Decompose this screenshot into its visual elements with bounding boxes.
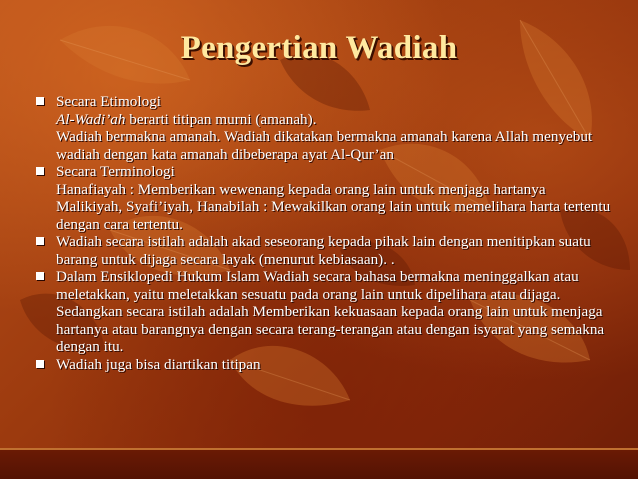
list-item-text: Wadiah juga bisa diartikan titipan bbox=[56, 355, 261, 373]
subtext-body: berarti titipan murni (amanah). bbox=[125, 110, 317, 128]
list-item-subtext: Wadiah bermakna amanah. Wadiah dikatakan bermakna amanah karena Allah menyebut wadiah dengan kata amanah dibeberapa ayat Al-Qur’an bbox=[56, 128, 593, 163]
square-bullet-icon bbox=[36, 272, 44, 280]
list-item bbox=[36, 233, 626, 268]
italic-term: Al-Wadi’ah bbox=[56, 110, 126, 128]
list-item bbox=[36, 163, 626, 233]
bullet-list bbox=[36, 93, 626, 373]
list-item-subtext: Malikiyah, Syafi’iyah, Hanabilah : Mewakilkan orang lain untuk memelihara harta tertentu dengan cara tertentu. bbox=[56, 198, 611, 233]
slide-title: Pengertian Wadiah bbox=[180, 30, 458, 66]
list-item bbox=[36, 93, 626, 163]
list-item-text: Secara Terminologi bbox=[56, 163, 175, 180]
list-item-text: Dalam Ensiklopedi Hukum Islam Wadiah secara bahasa bermakna meninggalkan atau meletakkan, yaitu meletakkan sesuatu pada orang lain untuk dipelihara atau dijaga. Sedangkan secara istilah adalah Memberikan kekuasaan kepada orang lain untuk menjaga hartanya atau barangnya dengan secara terang-terangan atau dengan isyarat yang semakna dengan itu. bbox=[56, 268, 605, 355]
list-item bbox=[36, 356, 626, 374]
list-item-subtext bbox=[56, 111, 626, 129]
list-item-text: Wadiah secara istilah adalah akad seseorang kepada pihak lain dengan menitipkan suatu barang untuk dijaga secara layak (menurut kebiasaan). . bbox=[56, 233, 591, 268]
square-bullet-icon bbox=[36, 97, 44, 105]
square-bullet-icon bbox=[36, 237, 44, 245]
list-item-text: Secara Etimologi bbox=[56, 93, 162, 110]
square-bullet-icon bbox=[36, 167, 44, 175]
bottom-band bbox=[0, 448, 638, 479]
list-item bbox=[36, 268, 626, 356]
list-item-subtext: Hanafiayah : Memberikan wewenang kepada orang lain untuk menjaga hartanya bbox=[56, 180, 546, 198]
square-bullet-icon bbox=[36, 360, 44, 368]
